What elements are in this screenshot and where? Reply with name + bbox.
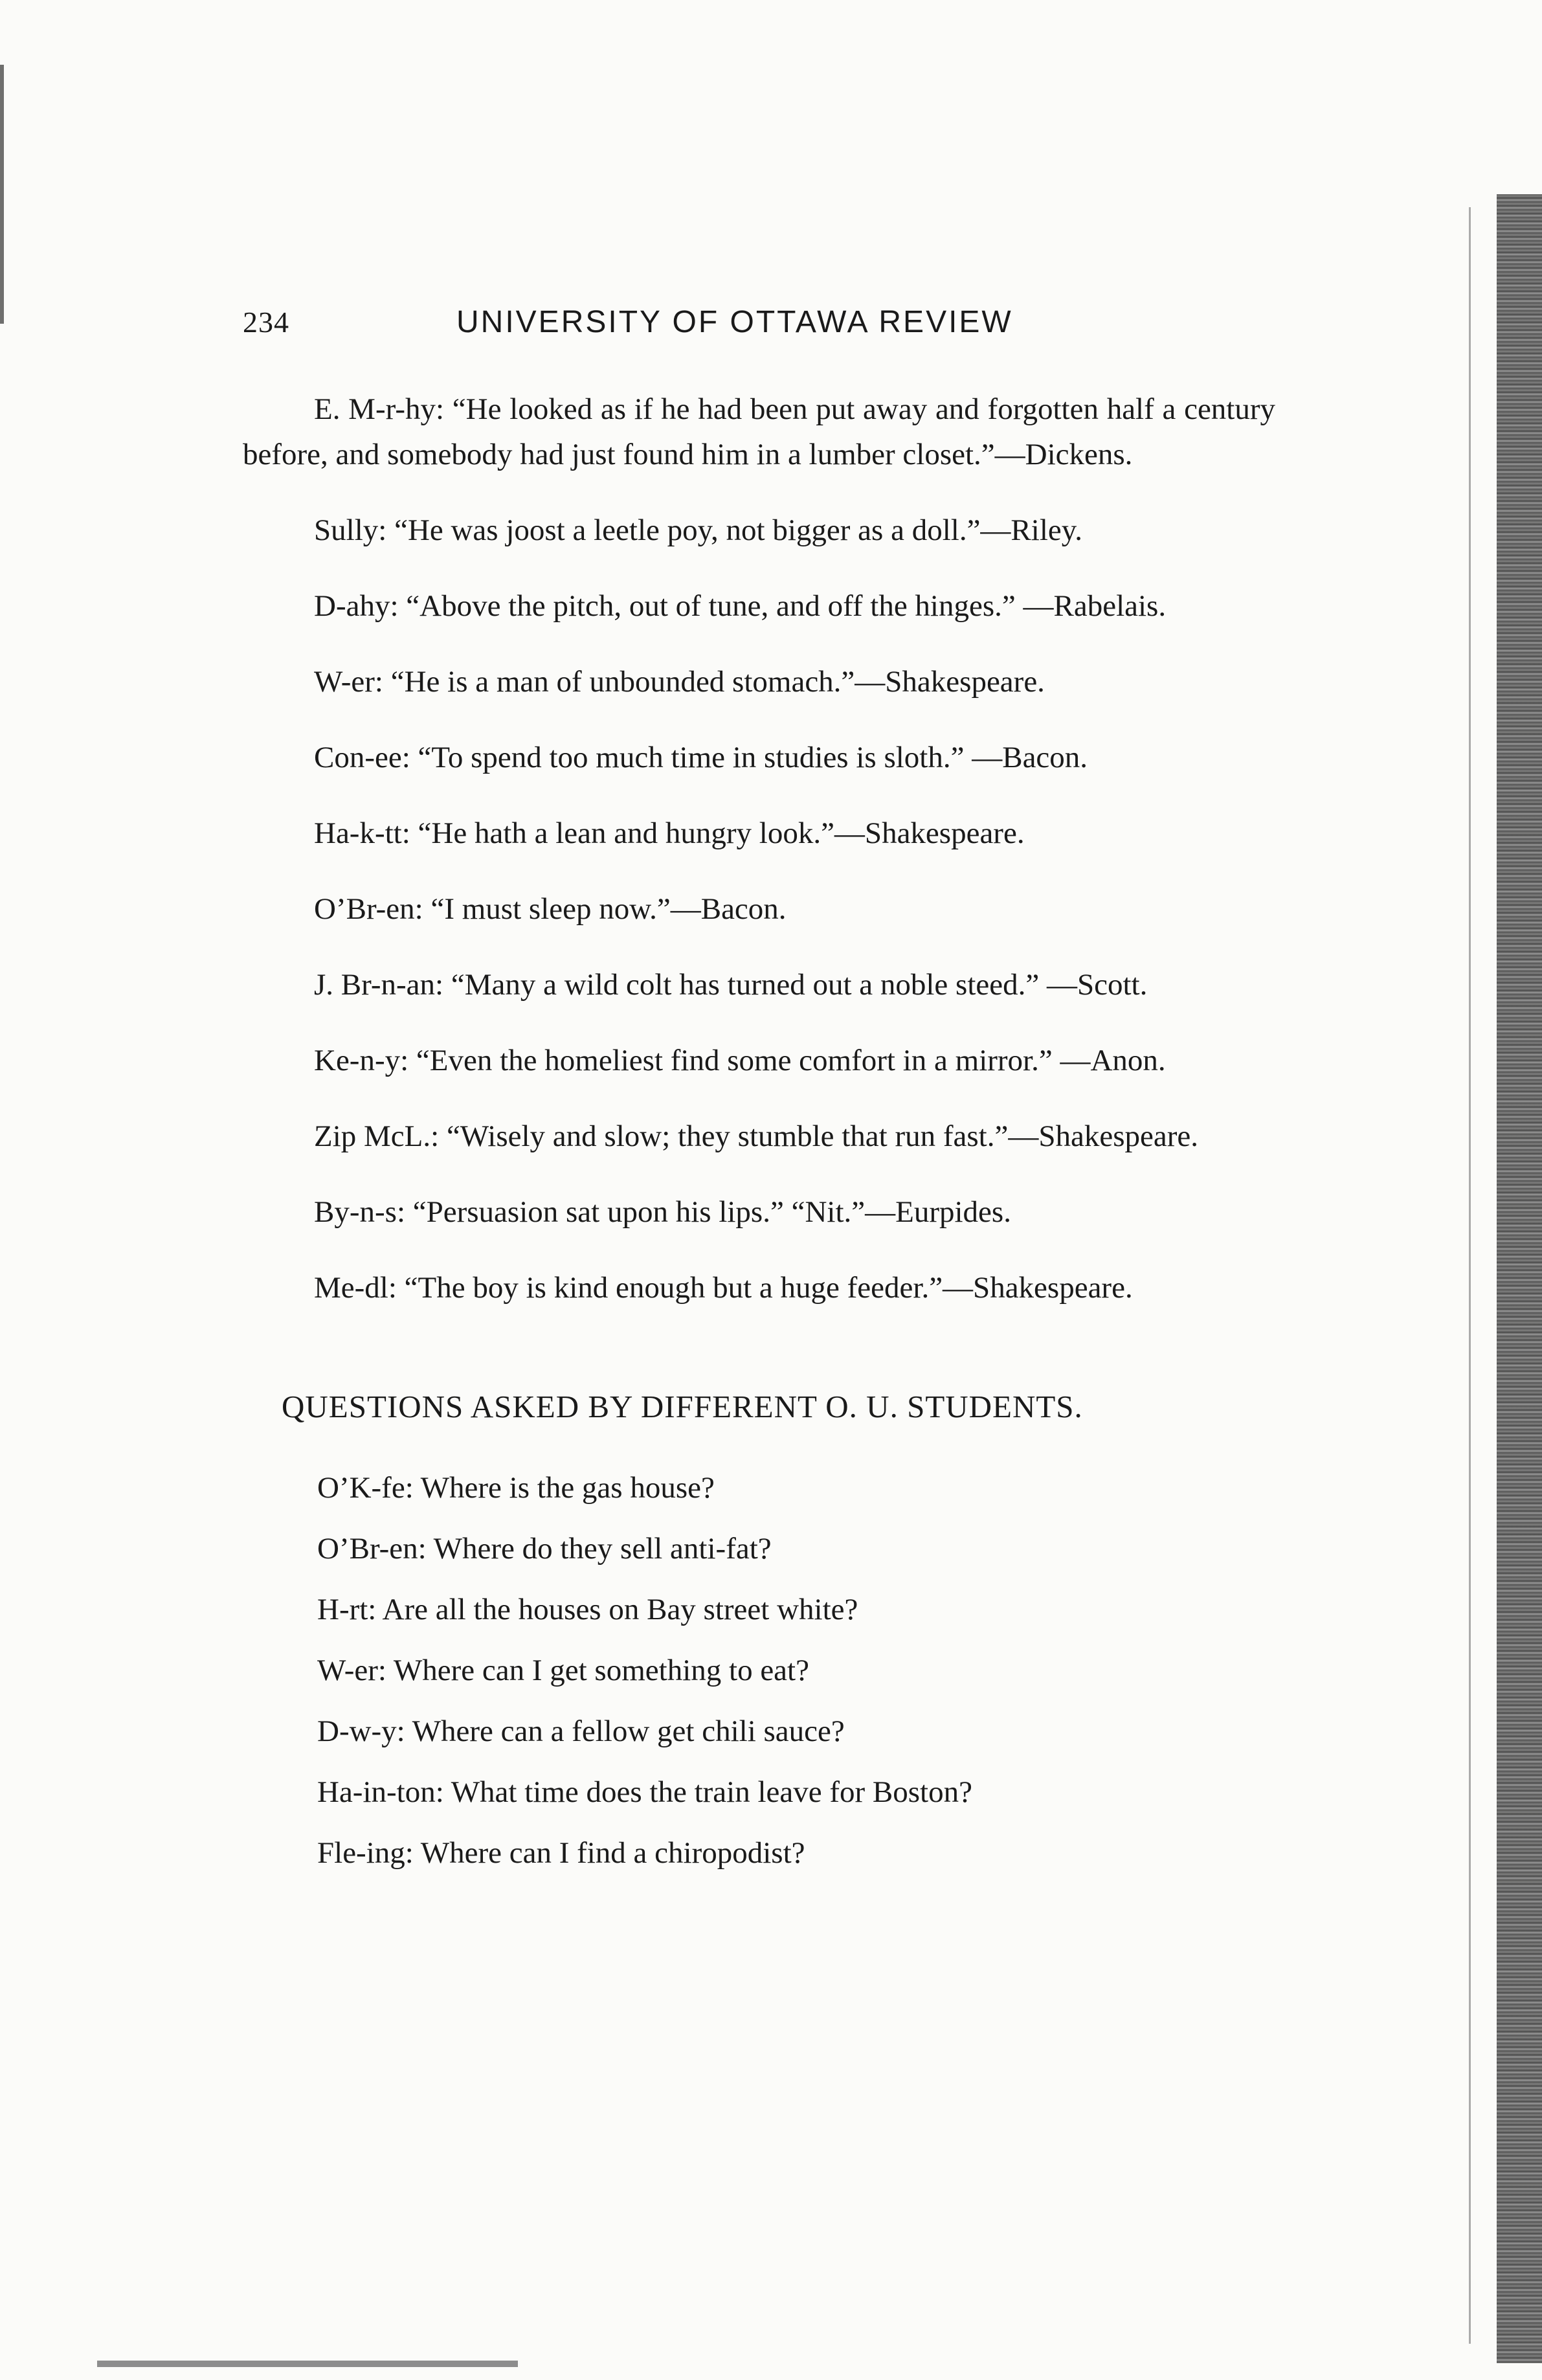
- quotation-entry: [243, 962, 1275, 1007]
- entry-quote: “Many a wild colt has turned out a noble steed.” —Scott.: [451, 968, 1148, 1002]
- entry-quote: “Above the pitch, out of tune, and off the hinges.” —Rabelais.: [406, 589, 1167, 623]
- entry-speaker: W-er:: [314, 665, 383, 699]
- question-speaker: H-rt:: [317, 1593, 377, 1626]
- quotation-entry: [243, 811, 1275, 856]
- page-number: 234: [243, 306, 289, 339]
- question-item: [317, 1518, 1275, 1579]
- entry-speaker: Zip McL.:: [314, 1119, 440, 1153]
- entry-quote: “To spend too much time in studies is sloth.” —Bacon.: [418, 741, 1088, 774]
- running-head: [243, 304, 1275, 356]
- entry-quote: “Even the homeliest find some comfort in a mirror.” —Anon.: [416, 1044, 1166, 1077]
- question-speaker: W-er:: [317, 1654, 386, 1687]
- quotation-entry: [243, 735, 1275, 780]
- entry-speaker: Sully:: [314, 513, 387, 547]
- question-item: [317, 1701, 1275, 1762]
- quotation-entry: [243, 508, 1275, 553]
- question-list: [317, 1457, 1275, 1883]
- entry-speaker: By-n-s:: [314, 1195, 405, 1229]
- question-item: [317, 1640, 1275, 1701]
- quotation-entry: [243, 659, 1275, 704]
- entry-speaker: Con-ee:: [314, 741, 410, 774]
- quotation-entry: [243, 886, 1275, 932]
- entry-speaker: D-ahy:: [314, 589, 399, 623]
- entry-quote: “I must sleep now.”—Bacon.: [430, 892, 787, 926]
- entry-speaker: Ha-k-tt:: [314, 816, 410, 850]
- question-text: Where do they sell anti-fat?: [433, 1532, 772, 1566]
- quotation-entry: [243, 387, 1275, 477]
- scan-edge-bottom: [97, 2361, 518, 2367]
- question-text: Where is the gas house?: [420, 1471, 715, 1505]
- entry-quote: “The boy is kind enough but a huge feeder.”—Shakespeare.: [404, 1271, 1133, 1305]
- entry-quote: “He is a man of unbounded stomach.”—Shakespeare.: [390, 665, 1045, 699]
- question-text: Are all the houses on Bay street white?: [382, 1593, 858, 1626]
- question-speaker: Fle-ing:: [317, 1836, 414, 1870]
- question-speaker: O’Br-en:: [317, 1532, 427, 1566]
- entry-quote: “He was joost a leetle poy, not bigger as a doll.”—Riley.: [394, 513, 1082, 547]
- question-text: What time does the train leave for Boston?: [451, 1775, 972, 1809]
- quotation-entry: [243, 1114, 1275, 1159]
- entry-quote: “Persuasion sat upon his lips.” “Nit.”—Eurpides.: [412, 1195, 1011, 1229]
- question-text: Where can I get something to eat?: [393, 1654, 809, 1687]
- quotation-entry: [243, 583, 1275, 629]
- quotation-entry: [243, 1189, 1275, 1235]
- quotation-list: [243, 387, 1275, 1310]
- question-item: [317, 1823, 1275, 1883]
- scan-edge-right: [1497, 194, 1542, 2363]
- journal-title: UNIVERSITY OF OTTAWA REVIEW: [456, 305, 1013, 339]
- entry-speaker: Me-dl:: [314, 1271, 397, 1305]
- quotation-entry: [243, 1038, 1275, 1083]
- entry-speaker: Ke-n-y:: [314, 1044, 409, 1077]
- question-text: Where can a fellow get chili sauce?: [412, 1714, 845, 1748]
- entry-speaker: J. Br-n-an:: [314, 968, 444, 1002]
- question-item: [317, 1457, 1275, 1518]
- question-item: [317, 1579, 1275, 1640]
- scan-edge-left: [0, 65, 4, 324]
- question-item: [317, 1762, 1275, 1823]
- entry-speaker: O’Br-en:: [314, 892, 423, 926]
- question-speaker: O’K-fe:: [317, 1471, 414, 1505]
- entry-quote: “He looked as if he had been put away and forgotten half a century before, and somebody had just found him in a lumber closet.”—Dickens.: [243, 392, 1276, 471]
- entry-quote: “He hath a lean and hungry look.”—Shakespeare.: [418, 816, 1025, 850]
- entry-quote: “Wisely and slow; they stumble that run fast.”—Shakespeare.: [446, 1119, 1198, 1153]
- question-speaker: D-w-y:: [317, 1714, 405, 1748]
- section-heading: QUESTIONS ASKED BY DIFFERENT O. U. STUDENTS.: [282, 1389, 1083, 1424]
- page-content: [243, 304, 1275, 1883]
- question-speaker: Ha-in-ton:: [317, 1775, 444, 1809]
- quotation-entry: [243, 1265, 1275, 1310]
- entry-speaker: E. M-r-hy:: [314, 392, 445, 426]
- scan-edge-line: [1469, 207, 1471, 2344]
- question-text: Where can I find a chiropodist?: [420, 1836, 805, 1870]
